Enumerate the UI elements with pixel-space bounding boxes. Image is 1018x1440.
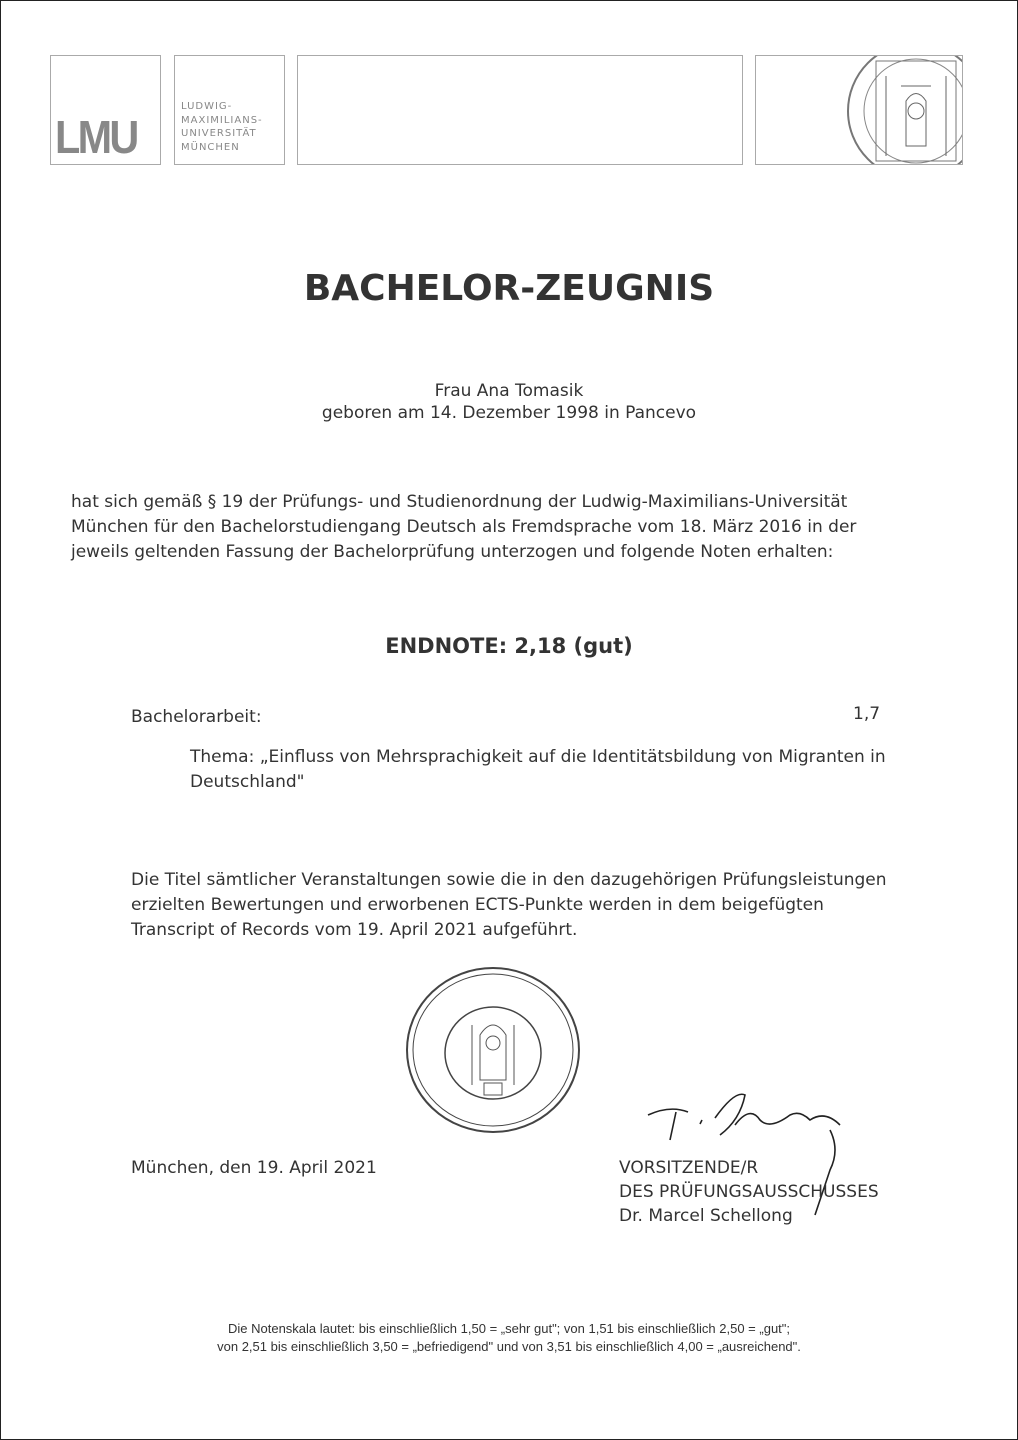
place-date: München, den 19. April 2021 xyxy=(131,1158,377,1178)
university-seal-icon xyxy=(756,56,963,165)
thesis-grade: 1,7 xyxy=(853,704,881,724)
text-line: hat sich gemäß § 19 der Prüfungs- und Studienordnung der Ludwig-Maximilians-Universität xyxy=(71,492,848,512)
text-line: jeweils geltenden Fassung der Bachelorprüfung unterzogen und folgende Noten erhalten: xyxy=(71,542,834,562)
person-name: Frau Ana Tomasik xyxy=(434,381,584,401)
grading-scale xyxy=(0,1320,1018,1356)
text-line: von 2,51 bis einschließlich 3,50 = „befriedigend" und von 3,51 bis einschließlich 4,00 = „ausreichend". xyxy=(217,1339,801,1354)
university-line: MAXIMILIANS- xyxy=(181,114,263,126)
document-title: BACHELOR-ZEUGNIS xyxy=(303,268,715,309)
university-line: UNIVERSITÄT xyxy=(181,128,257,139)
text-line: Deutschland" xyxy=(190,772,305,792)
lmu-logo-box xyxy=(50,55,161,165)
text-line: Transcript of Records vom 19. April 2021 aufgeführt. xyxy=(131,920,578,940)
text-line: Thema: „Einfluss von Mehrsprachigkeit auf die Identitätsbildung von Migranten in xyxy=(190,747,886,767)
text-line: Die Titel sämtlicher Veranstaltungen sowie die in den dazugehörigen Prüfungsleistungen xyxy=(131,870,887,890)
transcript-note xyxy=(131,868,887,943)
thesis-topic xyxy=(190,745,886,795)
seal-box xyxy=(755,55,963,165)
university-stamp-icon xyxy=(402,965,584,1135)
birth-info: geboren am 14. Dezember 1998 in Pancevo xyxy=(321,403,697,423)
university-name-box xyxy=(174,55,285,165)
university-name xyxy=(181,100,263,154)
empty-header-box xyxy=(297,55,743,165)
intro-paragraph xyxy=(71,490,856,565)
signatory-committee: DES PRÜFUNGSAUSSCHUSSES xyxy=(619,1182,879,1202)
text-line: erzielten Bewertungen und erworbenen ECTS-Punkte werden in dem beigefügten xyxy=(131,895,824,915)
lmu-logo: LMU xyxy=(55,111,137,163)
university-line: MÜNCHEN xyxy=(181,141,240,153)
text-line: München für den Bachelorstudiengang Deutsch als Fremdsprache vom 18. März 2016 in der xyxy=(71,517,857,537)
signatory-block xyxy=(619,1156,879,1228)
text-line: Die Notenskala lautet: bis einschließlich 1,50 = „sehr gut"; von 1,51 bis einschließlich 2,50 = „gut"; xyxy=(227,1321,791,1336)
signatory-title: VORSITZENDE/R xyxy=(619,1158,759,1178)
signatory-name: Dr. Marcel Schellong xyxy=(619,1206,793,1226)
university-line: LUDWIG- xyxy=(181,101,233,112)
thesis-label: Bachelorarbeit: xyxy=(131,707,262,727)
final-grade: ENDNOTE: 2,18 (gut) xyxy=(385,634,633,658)
